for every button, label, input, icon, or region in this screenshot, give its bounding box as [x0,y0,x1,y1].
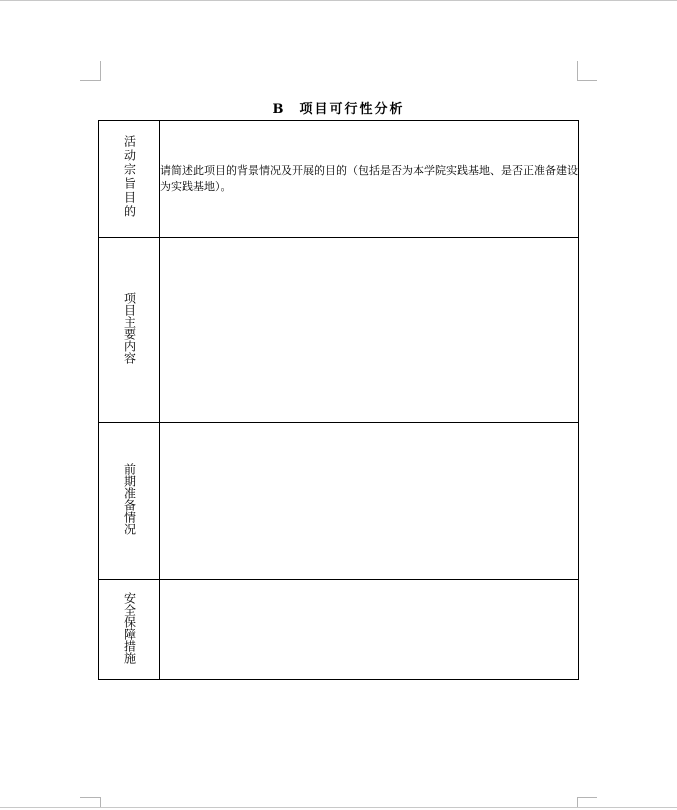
crop-mark-bottom-right-h [577,797,597,798]
label-cell-purpose [99,121,160,238]
feasibility-form-table [98,120,579,680]
crop-mark-top-left-h [80,80,100,81]
crop-mark-bottom-left-h [80,797,100,798]
crop-mark-bottom-right-v [577,797,578,807]
content-cell-main-content[interactable] [160,238,579,423]
label-cell-safety [99,580,160,680]
page-bottom-edge [0,807,677,808]
crop-mark-top-right-v [577,61,578,81]
section-title-text: 项目可行性分析 [299,102,405,117]
crop-mark-bottom-left-v [100,797,101,807]
form-row-safety [99,580,579,680]
content-cell-purpose[interactable] [160,121,579,238]
form-row-main-content [99,238,579,423]
section-code: B [272,102,286,117]
label-purpose: 活动宗旨目的 [122,135,137,219]
crop-mark-top-right-h [577,80,597,81]
label-safety: 安全保障措施 [122,591,137,664]
label-preparation: 前期准备情况 [122,463,137,535]
page-top-edge [0,0,677,1]
content-cell-preparation[interactable] [160,423,579,580]
crop-mark-top-left-v [100,61,101,81]
label-cell-preparation [99,423,160,580]
label-main-content: 项目主要内容 [122,292,137,364]
label-cell-main-content [99,238,160,423]
form-row-purpose [99,121,579,238]
hint-purpose: 请简述此项目的背景情况及开展的目的（包括是否为本学院实践基地、是否正准备建设为实践基地）。 [160,164,578,193]
form-row-preparation [99,423,579,580]
content-cell-safety[interactable] [160,580,579,680]
section-title [98,100,579,120]
